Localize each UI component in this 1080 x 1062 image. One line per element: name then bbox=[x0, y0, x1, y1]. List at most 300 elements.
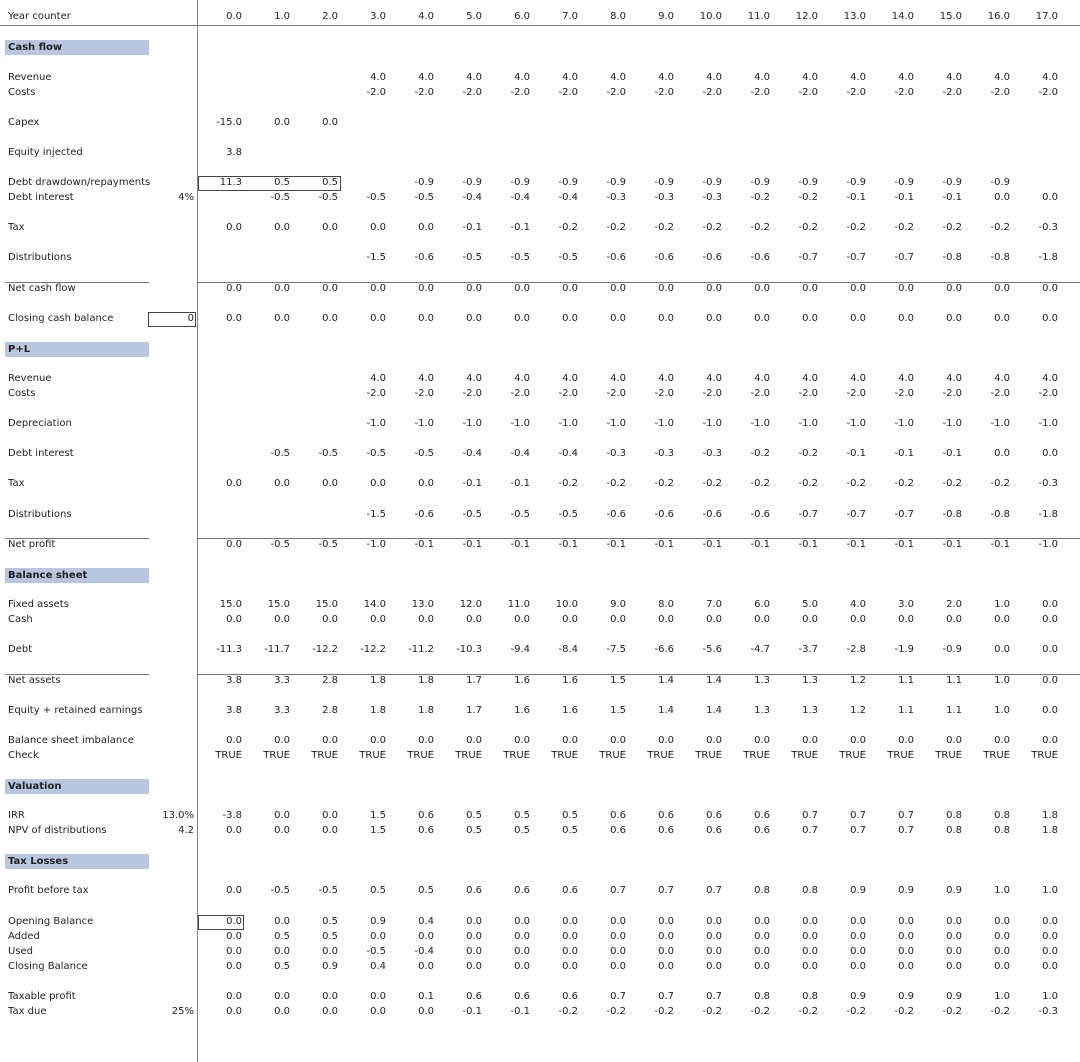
cell[interactable]: -2.0 bbox=[462, 87, 482, 98]
cell[interactable]: 1.8 bbox=[370, 705, 386, 716]
cell[interactable]: 0.0 bbox=[658, 946, 674, 957]
cell[interactable]: 0.0 bbox=[1042, 931, 1058, 942]
cell[interactable]: 0.0 bbox=[994, 916, 1010, 927]
cell[interactable]: 0.7 bbox=[850, 810, 866, 821]
cell[interactable]: 0.0 bbox=[850, 916, 866, 927]
cell[interactable]: -0.4 bbox=[558, 192, 578, 203]
cell[interactable]: -2.0 bbox=[942, 388, 962, 399]
cell[interactable]: 0.1 bbox=[418, 991, 434, 1002]
cell[interactable]: -0.7 bbox=[894, 252, 914, 263]
cell[interactable]: -2.0 bbox=[558, 388, 578, 399]
cell[interactable]: 1.7 bbox=[466, 705, 482, 716]
cell[interactable]: 0.0 bbox=[946, 931, 962, 942]
cell[interactable]: 0.0 bbox=[994, 735, 1010, 746]
cell[interactable]: 0.4 bbox=[370, 961, 386, 972]
cell[interactable]: 0.0 bbox=[994, 931, 1010, 942]
cell[interactable]: 1.2 bbox=[850, 675, 866, 686]
cell[interactable]: -1.5 bbox=[366, 509, 386, 520]
cell[interactable]: -1.8 bbox=[1038, 509, 1058, 520]
cell[interactable]: -0.1 bbox=[846, 539, 866, 550]
cell[interactable]: TRUE bbox=[551, 750, 578, 761]
cell[interactable]: 4.0 bbox=[754, 72, 770, 83]
cell[interactable]: 0.0 bbox=[994, 192, 1010, 203]
cell[interactable]: 3.3 bbox=[274, 705, 290, 716]
cell[interactable]: 0.0 bbox=[1042, 961, 1058, 972]
cell[interactable]: 0.0 bbox=[322, 614, 338, 625]
cell[interactable]: -1.0 bbox=[462, 418, 482, 429]
cell[interactable]: 0.0 bbox=[898, 283, 914, 294]
cell[interactable]: 0.5 bbox=[514, 825, 530, 836]
cell[interactable]: 0.0 bbox=[226, 222, 242, 233]
cell[interactable]: -0.5 bbox=[414, 448, 434, 459]
cell[interactable]: -11.3 bbox=[216, 644, 242, 655]
cell[interactable]: -0.1 bbox=[942, 192, 962, 203]
cell[interactable]: 0.0 bbox=[322, 946, 338, 957]
cell[interactable]: 0.0 bbox=[370, 931, 386, 942]
cell[interactable]: 0.0 bbox=[946, 916, 962, 927]
cell[interactable]: 0.0 bbox=[802, 931, 818, 942]
cell[interactable]: 0.0 bbox=[514, 916, 530, 927]
cell[interactable]: 4.0 bbox=[514, 72, 530, 83]
cell[interactable]: 0.5 bbox=[322, 916, 338, 927]
cell[interactable]: TRUE bbox=[839, 750, 866, 761]
cell[interactable]: 4.0 bbox=[466, 373, 482, 384]
cell[interactable]: TRUE bbox=[983, 750, 1010, 761]
cell[interactable]: -0.9 bbox=[702, 177, 722, 188]
cell[interactable]: 4.0 bbox=[370, 373, 386, 384]
cell[interactable]: 4.0 bbox=[418, 373, 434, 384]
cell[interactable]: 0.0 bbox=[466, 946, 482, 957]
cell[interactable]: 6.0 bbox=[514, 11, 530, 22]
cell[interactable]: -0.1 bbox=[702, 539, 722, 550]
cell[interactable]: 1.0 bbox=[994, 705, 1010, 716]
cell[interactable]: -2.0 bbox=[798, 87, 818, 98]
cell[interactable]: 1.0 bbox=[1042, 991, 1058, 1002]
cell[interactable]: 0.6 bbox=[706, 810, 722, 821]
cell[interactable]: -0.6 bbox=[606, 509, 626, 520]
cell[interactable]: -0.9 bbox=[942, 177, 962, 188]
cell[interactable]: -1.0 bbox=[702, 418, 722, 429]
cell[interactable]: 0.0 bbox=[898, 735, 914, 746]
cell[interactable]: 8.0 bbox=[610, 11, 626, 22]
cell[interactable]: 0.5 bbox=[274, 177, 290, 188]
cell[interactable]: 0.0 bbox=[466, 916, 482, 927]
cell[interactable]: -0.9 bbox=[414, 177, 434, 188]
cell[interactable]: -0.5 bbox=[366, 192, 386, 203]
cell[interactable]: 4.0 bbox=[898, 72, 914, 83]
cell[interactable]: 0.0 bbox=[274, 810, 290, 821]
cell[interactable]: -1.0 bbox=[846, 418, 866, 429]
cell[interactable]: -1.0 bbox=[990, 418, 1010, 429]
cell[interactable]: 0.0 bbox=[466, 614, 482, 625]
cell[interactable]: 7.0 bbox=[562, 11, 578, 22]
cell[interactable]: 0.0 bbox=[1042, 644, 1058, 655]
cell[interactable]: 0.6 bbox=[418, 810, 434, 821]
cell[interactable]: 1.0 bbox=[274, 11, 290, 22]
cell[interactable]: 0.0 bbox=[706, 916, 722, 927]
cell[interactable]: 1.6 bbox=[514, 675, 530, 686]
cell[interactable]: -0.1 bbox=[414, 539, 434, 550]
cell[interactable]: 0.6 bbox=[658, 825, 674, 836]
cell[interactable]: 0.0 bbox=[418, 614, 434, 625]
cell[interactable]: -0.1 bbox=[462, 1006, 482, 1017]
cell[interactable]: 0.0 bbox=[514, 946, 530, 957]
cell[interactable]: -1.0 bbox=[558, 418, 578, 429]
cell[interactable]: 0.0 bbox=[226, 885, 242, 896]
cell[interactable]: -0.9 bbox=[462, 177, 482, 188]
cell[interactable]: -2.0 bbox=[510, 87, 530, 98]
cell[interactable]: -2.0 bbox=[510, 388, 530, 399]
cell[interactable]: 0.0 bbox=[418, 313, 434, 324]
cell[interactable]: 4.0 bbox=[946, 72, 962, 83]
cell[interactable]: 0.0 bbox=[946, 735, 962, 746]
cell[interactable]: 3.8 bbox=[226, 705, 242, 716]
cell[interactable]: 0.0 bbox=[418, 1006, 434, 1017]
cell[interactable]: 0.0 bbox=[226, 961, 242, 972]
cell[interactable]: 0.9 bbox=[370, 916, 386, 927]
cell[interactable]: -8.4 bbox=[558, 644, 578, 655]
cell[interactable]: -0.3 bbox=[702, 448, 722, 459]
cell[interactable]: 0.6 bbox=[754, 810, 770, 821]
cell[interactable]: -0.2 bbox=[798, 192, 818, 203]
cell[interactable]: 0.0 bbox=[994, 614, 1010, 625]
cell[interactable]: 0.0 bbox=[898, 946, 914, 957]
cell[interactable]: 0.6 bbox=[658, 810, 674, 821]
cell[interactable]: 0.0 bbox=[610, 931, 626, 942]
cell[interactable]: 11.3 bbox=[219, 177, 242, 188]
cell[interactable]: 4.0 bbox=[562, 373, 578, 384]
cell[interactable]: 0.0 bbox=[802, 916, 818, 927]
cell[interactable]: 4.0 bbox=[370, 72, 386, 83]
cell[interactable]: 0.7 bbox=[706, 991, 722, 1002]
cell[interactable]: -0.2 bbox=[894, 478, 914, 489]
cell[interactable]: -0.3 bbox=[1038, 222, 1058, 233]
cell[interactable]: 0.0 bbox=[226, 614, 242, 625]
cell[interactable]: 0.0 bbox=[610, 735, 626, 746]
cell[interactable]: -0.3 bbox=[654, 448, 674, 459]
cell[interactable]: 0.0 bbox=[322, 283, 338, 294]
cell[interactable]: 1.8 bbox=[1042, 825, 1058, 836]
cell[interactable]: -0.2 bbox=[990, 222, 1010, 233]
cell[interactable]: 0.0 bbox=[850, 283, 866, 294]
cell[interactable]: 0.0 bbox=[1042, 283, 1058, 294]
cell[interactable]: -0.6 bbox=[414, 252, 434, 263]
cell[interactable]: -0.9 bbox=[606, 177, 626, 188]
cell[interactable]: -0.7 bbox=[846, 252, 866, 263]
cell[interactable]: -2.0 bbox=[846, 388, 866, 399]
cell[interactable]: 0.0 bbox=[1042, 675, 1058, 686]
cell[interactable]: 0.7 bbox=[850, 825, 866, 836]
cell[interactable]: -0.2 bbox=[750, 478, 770, 489]
cell[interactable]: TRUE bbox=[1031, 750, 1058, 761]
cell[interactable]: -12.2 bbox=[312, 644, 338, 655]
cell[interactable]: 0.0 bbox=[850, 735, 866, 746]
cell[interactable]: 0.0 bbox=[946, 961, 962, 972]
cell[interactable]: 4.0 bbox=[850, 599, 866, 610]
cell[interactable]: -7.5 bbox=[606, 644, 626, 655]
cell[interactable]: 0.0 bbox=[322, 991, 338, 1002]
cell[interactable]: 0.5 bbox=[514, 810, 530, 821]
assumption-cell[interactable]: 4% bbox=[178, 192, 194, 203]
cell[interactable]: 0.0 bbox=[898, 961, 914, 972]
cell[interactable]: 1.4 bbox=[658, 675, 674, 686]
cell[interactable]: 1.1 bbox=[898, 675, 914, 686]
cell[interactable]: 0.9 bbox=[850, 885, 866, 896]
cell[interactable]: 0.5 bbox=[418, 885, 434, 896]
cell[interactable]: 1.7 bbox=[466, 675, 482, 686]
cell[interactable]: 0.0 bbox=[994, 448, 1010, 459]
cell[interactable]: 0.0 bbox=[562, 961, 578, 972]
cell[interactable]: 3.8 bbox=[226, 675, 242, 686]
cell[interactable]: -0.9 bbox=[894, 177, 914, 188]
cell[interactable]: 0.0 bbox=[754, 946, 770, 957]
cell[interactable]: 0.0 bbox=[946, 283, 962, 294]
cell[interactable]: 15.0 bbox=[267, 599, 290, 610]
cell[interactable]: 0.0 bbox=[610, 313, 626, 324]
cell[interactable]: 3.3 bbox=[274, 675, 290, 686]
cell[interactable]: 0.0 bbox=[658, 931, 674, 942]
cell[interactable]: -12.2 bbox=[360, 644, 386, 655]
cell[interactable]: 1.1 bbox=[946, 705, 962, 716]
cell[interactable]: -0.9 bbox=[654, 177, 674, 188]
cell[interactable]: -0.6 bbox=[702, 509, 722, 520]
cell[interactable]: -2.0 bbox=[654, 388, 674, 399]
cell[interactable]: 0.0 bbox=[274, 825, 290, 836]
cell[interactable]: 0.0 bbox=[514, 614, 530, 625]
cell[interactable]: 0.0 bbox=[322, 810, 338, 821]
cell[interactable]: 0.0 bbox=[274, 117, 290, 128]
cell[interactable]: TRUE bbox=[263, 750, 290, 761]
cell[interactable]: 0.6 bbox=[610, 810, 626, 821]
cell[interactable]: 2.0 bbox=[322, 11, 338, 22]
cell[interactable]: -2.0 bbox=[1038, 388, 1058, 399]
cell[interactable]: 0.8 bbox=[754, 991, 770, 1002]
cell[interactable]: -0.9 bbox=[510, 177, 530, 188]
cell[interactable]: 0.0 bbox=[754, 961, 770, 972]
cell[interactable]: 4.0 bbox=[994, 72, 1010, 83]
cell[interactable]: -1.0 bbox=[510, 418, 530, 429]
cell[interactable]: 1.0 bbox=[1042, 885, 1058, 896]
cell[interactable]: -1.0 bbox=[798, 418, 818, 429]
cell[interactable]: 0.6 bbox=[514, 991, 530, 1002]
cell[interactable]: 4.0 bbox=[1042, 373, 1058, 384]
cell[interactable]: 0.0 bbox=[514, 961, 530, 972]
cell[interactable]: -3.7 bbox=[798, 644, 818, 655]
cell[interactable]: -0.2 bbox=[654, 478, 674, 489]
cell[interactable]: -0.2 bbox=[606, 1006, 626, 1017]
cell[interactable]: 0.5 bbox=[322, 177, 338, 188]
cell[interactable]: 1.1 bbox=[946, 675, 962, 686]
cell[interactable]: 0.0 bbox=[226, 283, 242, 294]
cell[interactable]: -2.0 bbox=[462, 388, 482, 399]
cell[interactable]: -0.5 bbox=[414, 192, 434, 203]
cell[interactable]: -0.2 bbox=[750, 192, 770, 203]
cell[interactable]: 4.0 bbox=[562, 72, 578, 83]
cell[interactable]: -1.0 bbox=[942, 418, 962, 429]
cell[interactable]: 0.0 bbox=[994, 961, 1010, 972]
cell[interactable]: 0.7 bbox=[610, 991, 626, 1002]
cell[interactable]: 0.7 bbox=[658, 991, 674, 1002]
cell[interactable]: 0.0 bbox=[514, 313, 530, 324]
cell[interactable]: -0.1 bbox=[510, 1006, 530, 1017]
cell[interactable]: 0.4 bbox=[418, 916, 434, 927]
cell[interactable]: 0.0 bbox=[370, 735, 386, 746]
cell[interactable]: 4.0 bbox=[658, 72, 674, 83]
cell[interactable]: -0.2 bbox=[942, 478, 962, 489]
cell[interactable]: 0.0 bbox=[274, 946, 290, 957]
cell[interactable]: -0.4 bbox=[510, 448, 530, 459]
cell[interactable]: 0.0 bbox=[226, 931, 242, 942]
cell[interactable]: TRUE bbox=[599, 750, 626, 761]
cell[interactable]: 1.3 bbox=[802, 705, 818, 716]
cell[interactable]: -2.0 bbox=[702, 87, 722, 98]
cell[interactable]: 1.4 bbox=[706, 705, 722, 716]
cell[interactable]: 0.0 bbox=[274, 1006, 290, 1017]
cell[interactable]: 0.5 bbox=[466, 825, 482, 836]
cell[interactable]: -2.0 bbox=[846, 87, 866, 98]
cell[interactable]: 0.7 bbox=[802, 825, 818, 836]
cell[interactable]: 1.3 bbox=[754, 705, 770, 716]
cell[interactable]: -1.8 bbox=[1038, 252, 1058, 263]
cell[interactable]: 0.0 bbox=[562, 946, 578, 957]
cell[interactable]: -11.7 bbox=[264, 644, 290, 655]
cell[interactable]: -1.0 bbox=[750, 418, 770, 429]
cell[interactable]: -0.5 bbox=[270, 885, 290, 896]
cell[interactable]: -0.2 bbox=[846, 222, 866, 233]
cell[interactable]: 0.0 bbox=[514, 283, 530, 294]
cell[interactable]: -2.0 bbox=[366, 388, 386, 399]
cell[interactable]: -0.5 bbox=[462, 252, 482, 263]
cell[interactable]: -0.2 bbox=[558, 222, 578, 233]
cell[interactable]: 0.6 bbox=[610, 825, 626, 836]
cell[interactable]: 0.0 bbox=[994, 946, 1010, 957]
cell[interactable]: -0.1 bbox=[750, 539, 770, 550]
cell[interactable]: -6.6 bbox=[654, 644, 674, 655]
cell[interactable]: 0.0 bbox=[514, 931, 530, 942]
cell[interactable]: 0.6 bbox=[418, 825, 434, 836]
cell[interactable]: -0.1 bbox=[894, 448, 914, 459]
cell[interactable]: 0.0 bbox=[370, 478, 386, 489]
cell[interactable]: -1.0 bbox=[414, 418, 434, 429]
cell[interactable]: -2.0 bbox=[702, 388, 722, 399]
cell[interactable]: 13.0 bbox=[843, 11, 866, 22]
cell[interactable]: 14.0 bbox=[363, 599, 386, 610]
cell[interactable]: 0.0 bbox=[946, 946, 962, 957]
cell[interactable]: TRUE bbox=[407, 750, 434, 761]
cell[interactable]: 0.0 bbox=[370, 283, 386, 294]
cell[interactable]: 0.5 bbox=[370, 885, 386, 896]
cell[interactable]: 4.0 bbox=[466, 72, 482, 83]
cell[interactable]: 0.0 bbox=[274, 313, 290, 324]
cell[interactable]: 15.0 bbox=[315, 599, 338, 610]
cell[interactable]: -0.4 bbox=[462, 448, 482, 459]
cell[interactable]: -0.2 bbox=[750, 448, 770, 459]
cell[interactable]: 0.9 bbox=[946, 885, 962, 896]
cell[interactable]: 0.7 bbox=[898, 825, 914, 836]
cell[interactable]: 0.0 bbox=[562, 916, 578, 927]
cell[interactable]: -2.0 bbox=[990, 87, 1010, 98]
cell[interactable]: -0.2 bbox=[846, 1006, 866, 1017]
cell[interactable]: -0.1 bbox=[894, 192, 914, 203]
cell[interactable]: -1.0 bbox=[366, 539, 386, 550]
cell[interactable]: 0.0 bbox=[610, 961, 626, 972]
cell[interactable]: 0.0 bbox=[466, 313, 482, 324]
cell[interactable]: TRUE bbox=[647, 750, 674, 761]
cell[interactable]: 0.0 bbox=[226, 1006, 242, 1017]
cell[interactable]: -2.0 bbox=[894, 388, 914, 399]
cell[interactable]: 16.0 bbox=[987, 11, 1010, 22]
cell[interactable]: 0.6 bbox=[562, 885, 578, 896]
cell[interactable]: 0.0 bbox=[274, 991, 290, 1002]
cell[interactable]: TRUE bbox=[887, 750, 914, 761]
cell[interactable]: 0.0 bbox=[418, 735, 434, 746]
cell[interactable]: 0.0 bbox=[226, 313, 242, 324]
cell[interactable]: TRUE bbox=[791, 750, 818, 761]
cell[interactable]: 0.0 bbox=[850, 946, 866, 957]
cell[interactable]: -0.9 bbox=[798, 177, 818, 188]
cell[interactable]: -0.5 bbox=[318, 192, 338, 203]
cell[interactable]: 0.0 bbox=[370, 313, 386, 324]
cell[interactable]: 10.0 bbox=[699, 11, 722, 22]
cell[interactable]: 0.0 bbox=[850, 614, 866, 625]
cell[interactable]: 0.0 bbox=[754, 283, 770, 294]
cell[interactable]: 0.0 bbox=[802, 961, 818, 972]
cell[interactable]: 0.0 bbox=[994, 283, 1010, 294]
cell[interactable]: 0.0 bbox=[658, 283, 674, 294]
cell[interactable]: -0.6 bbox=[654, 509, 674, 520]
cell[interactable]: 1.6 bbox=[562, 675, 578, 686]
cell[interactable]: -0.2 bbox=[798, 448, 818, 459]
cell[interactable]: 0.6 bbox=[466, 991, 482, 1002]
cell[interactable]: 0.0 bbox=[274, 735, 290, 746]
cell[interactable]: 1.0 bbox=[994, 991, 1010, 1002]
cell[interactable]: 1.2 bbox=[850, 705, 866, 716]
cell[interactable]: 0.0 bbox=[466, 735, 482, 746]
cell[interactable]: -0.7 bbox=[798, 252, 818, 263]
cell[interactable]: -0.2 bbox=[894, 222, 914, 233]
cell[interactable]: 1.4 bbox=[658, 705, 674, 716]
cell[interactable]: 0.0 bbox=[370, 614, 386, 625]
cell[interactable]: 0.0 bbox=[802, 313, 818, 324]
cell[interactable]: 14.0 bbox=[891, 11, 914, 22]
cell[interactable]: -0.6 bbox=[702, 252, 722, 263]
cell[interactable]: -0.1 bbox=[798, 539, 818, 550]
cell[interactable]: 4.0 bbox=[850, 373, 866, 384]
cell[interactable]: -0.2 bbox=[990, 478, 1010, 489]
cell[interactable]: 0.6 bbox=[706, 825, 722, 836]
cell[interactable]: -1.0 bbox=[366, 418, 386, 429]
cell[interactable]: 0.0 bbox=[610, 916, 626, 927]
cell[interactable]: -0.9 bbox=[990, 177, 1010, 188]
cell[interactable]: 4.0 bbox=[706, 373, 722, 384]
cell[interactable]: -0.2 bbox=[702, 222, 722, 233]
cell[interactable]: -0.1 bbox=[942, 448, 962, 459]
cell[interactable]: -2.0 bbox=[1038, 87, 1058, 98]
cell[interactable]: 0.5 bbox=[322, 931, 338, 942]
cell[interactable]: -0.5 bbox=[558, 252, 578, 263]
cell[interactable]: 5.0 bbox=[466, 11, 482, 22]
cell[interactable]: -0.6 bbox=[606, 252, 626, 263]
cell[interactable]: 4.0 bbox=[802, 373, 818, 384]
cell[interactable]: 0.0 bbox=[322, 313, 338, 324]
cell[interactable]: 0.0 bbox=[322, 222, 338, 233]
cell[interactable]: 1.5 bbox=[610, 675, 626, 686]
cell[interactable]: 0.8 bbox=[802, 991, 818, 1002]
cell[interactable]: 4.0 bbox=[802, 72, 818, 83]
cell[interactable]: -0.7 bbox=[846, 509, 866, 520]
cell[interactable]: 1.5 bbox=[610, 705, 626, 716]
cell[interactable]: 0.5 bbox=[466, 810, 482, 821]
